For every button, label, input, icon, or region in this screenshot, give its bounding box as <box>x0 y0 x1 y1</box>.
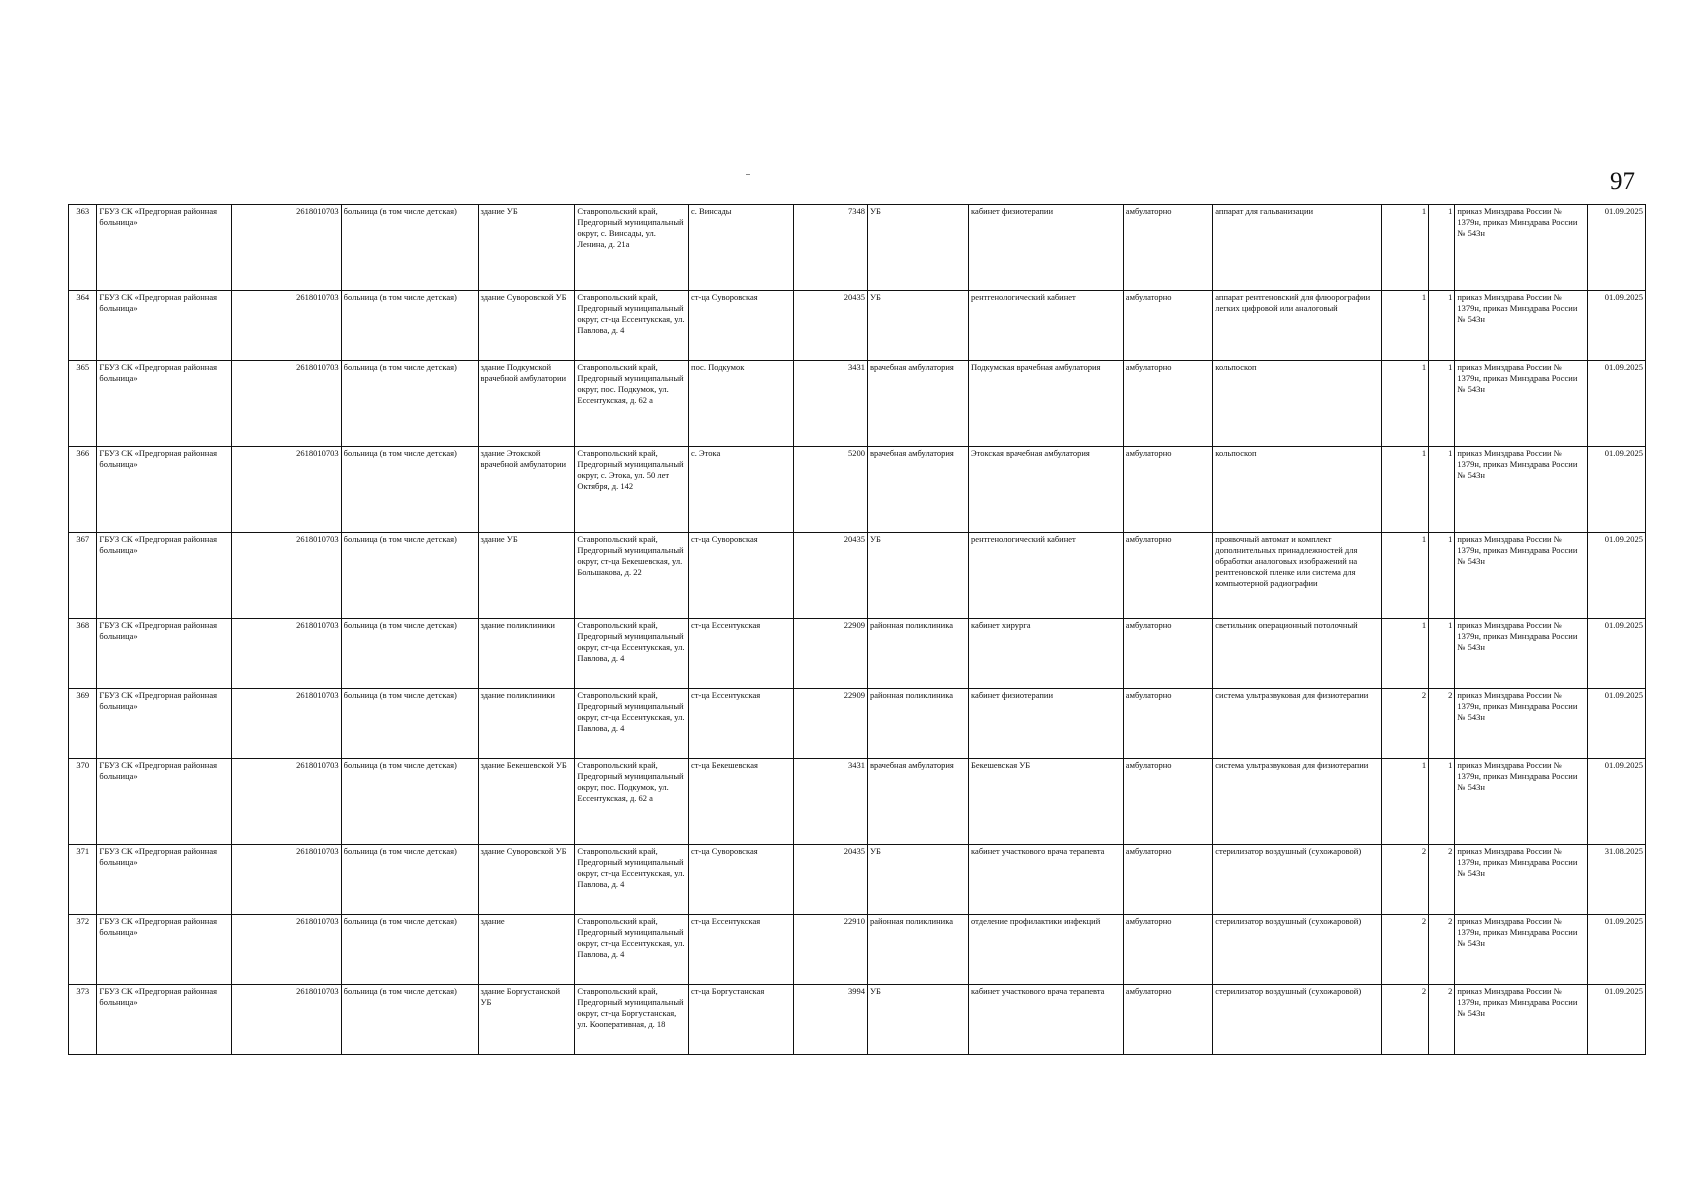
organization-inn: 2618010703 <box>232 689 341 759</box>
organization-inn: 2618010703 <box>232 619 341 689</box>
care-condition: амбулаторно <box>1123 915 1212 985</box>
department-name: Этокская врачебная амбулатория <box>969 447 1124 533</box>
unit-type: УБ <box>867 291 968 361</box>
organization-name: ГБУЗ СК «Предгорная районная больница» <box>97 689 232 759</box>
facility-address: Ставропольский край, Предгорный муниципальный округ, пос. Подкумок, ул. Ессентукская, д. 62 а <box>575 361 689 447</box>
table-row <box>69 619 1646 689</box>
building-name: здание поликлиники <box>478 689 575 759</box>
population-count: 3994 <box>794 985 868 1055</box>
required-quantity: 1 <box>1381 619 1428 689</box>
population-count: 22909 <box>794 689 868 759</box>
row-number: 367 <box>69 533 97 619</box>
population-count: 20435 <box>794 291 868 361</box>
unit-type: УБ <box>867 845 968 915</box>
care-condition: амбулаторно <box>1123 205 1212 291</box>
legal-basis: приказ Минздрава России № 1379н, приказ Минздрава России № 543н <box>1455 915 1588 985</box>
required-quantity: 1 <box>1381 291 1428 361</box>
required-quantity: 1 <box>1381 361 1428 447</box>
facility-type: больница (в том числе детская) <box>341 361 478 447</box>
population-count: 20435 <box>794 533 868 619</box>
building-name: здание УБ <box>478 205 575 291</box>
table-row <box>69 447 1646 533</box>
row-number: 363 <box>69 205 97 291</box>
legal-basis: приказ Минздрава России № 1379н, приказ Минздрава России № 543н <box>1455 291 1588 361</box>
table-row <box>69 361 1646 447</box>
settlement-name: ст-ца Суворовская <box>689 533 794 619</box>
scan-speck <box>746 174 750 175</box>
due-date: 01.09.2025 <box>1588 619 1646 689</box>
legal-basis: приказ Минздрава России № 1379н, приказ Минздрава России № 543н <box>1455 689 1588 759</box>
due-date: 01.09.2025 <box>1588 291 1646 361</box>
organization-inn: 2618010703 <box>232 985 341 1055</box>
settlement-name: ст-ца Бекешевская <box>689 759 794 845</box>
facility-type: больница (в том числе детская) <box>341 533 478 619</box>
department-name: рентгенологический кабинет <box>969 291 1124 361</box>
building-name: здание <box>478 915 575 985</box>
organization-name: ГБУЗ СК «Предгорная районная больница» <box>97 361 232 447</box>
department-name: кабинет физиотерапии <box>969 205 1124 291</box>
facility-type: больница (в том числе детская) <box>341 845 478 915</box>
population-count: 20435 <box>794 845 868 915</box>
required-quantity: 1 <box>1381 533 1428 619</box>
organization-inn: 2618010703 <box>232 533 341 619</box>
population-count: 7348 <box>794 205 868 291</box>
facility-address: Ставропольский край, Предгорный муниципальный округ, ст-ца Ессентукская, ул. Павлова, д. 4 <box>575 619 689 689</box>
planned-quantity: 1 <box>1429 447 1455 533</box>
facility-type: больница (в том числе детская) <box>341 205 478 291</box>
legal-basis: приказ Минздрава России № 1379н, приказ Минздрава России № 543н <box>1455 619 1588 689</box>
due-date: 01.09.2025 <box>1588 689 1646 759</box>
care-condition: амбулаторно <box>1123 533 1212 619</box>
facility-address: Ставропольский край, Предгорный муниципальный округ, пос. Подкумок, ул. Ессентукская, д. 62 а <box>575 759 689 845</box>
department-name: кабинет физиотерапии <box>969 689 1124 759</box>
planned-quantity: 2 <box>1429 689 1455 759</box>
organization-inn: 2618010703 <box>232 291 341 361</box>
due-date: 01.09.2025 <box>1588 533 1646 619</box>
due-date: 01.09.2025 <box>1588 915 1646 985</box>
required-quantity: 1 <box>1381 759 1428 845</box>
table-row <box>69 205 1646 291</box>
facility-type: больница (в том числе детская) <box>341 915 478 985</box>
legal-basis: приказ Минздрава России № 1379н, приказ Минздрава России № 543н <box>1455 447 1588 533</box>
care-condition: амбулаторно <box>1123 689 1212 759</box>
legal-basis: приказ Минздрава России № 1379н, приказ Минздрава России № 543н <box>1455 205 1588 291</box>
facility-type: больница (в том числе детская) <box>341 447 478 533</box>
row-number: 366 <box>69 447 97 533</box>
organization-name: ГБУЗ СК «Предгорная районная больница» <box>97 291 232 361</box>
required-quantity: 1 <box>1381 205 1428 291</box>
organization-inn: 2618010703 <box>232 915 341 985</box>
facility-address: Ставропольский край, Предгорный муниципальный округ, ст-ца Ессентукская, ул. Павлова, д. 4 <box>575 291 689 361</box>
equipment-name: кольпоскоп <box>1213 447 1381 533</box>
department-name: рентгенологический кабинет <box>969 533 1124 619</box>
organization-name: ГБУЗ СК «Предгорная районная больница» <box>97 447 232 533</box>
planned-quantity: 1 <box>1429 205 1455 291</box>
due-date: 01.09.2025 <box>1588 205 1646 291</box>
row-number: 373 <box>69 985 97 1055</box>
organization-name: ГБУЗ СК «Предгорная районная больница» <box>97 915 232 985</box>
planned-quantity: 1 <box>1429 533 1455 619</box>
population-count: 3431 <box>794 361 868 447</box>
unit-type: врачебная амбулатория <box>867 447 968 533</box>
equipment-name: система ультразвуковая для физиотерапии <box>1213 759 1381 845</box>
unit-type: УБ <box>867 205 968 291</box>
required-quantity: 2 <box>1381 915 1428 985</box>
row-number: 369 <box>69 689 97 759</box>
row-number: 365 <box>69 361 97 447</box>
organization-inn: 2618010703 <box>232 205 341 291</box>
unit-type: врачебная амбулатория <box>867 759 968 845</box>
building-name: здание Суворовской УБ <box>478 845 575 915</box>
settlement-name: пос. Подкумок <box>689 361 794 447</box>
facility-address: Ставропольский край, Предгорный муниципальный округ, ст-ца Бекешевская, ул. Большакова, д. 22 <box>575 533 689 619</box>
care-condition: амбулаторно <box>1123 985 1212 1055</box>
facility-type: больница (в том числе детская) <box>341 985 478 1055</box>
settlement-name: ст-ца Ессентукская <box>689 915 794 985</box>
planned-quantity: 2 <box>1429 915 1455 985</box>
facility-type: больница (в том числе детская) <box>341 291 478 361</box>
organization-inn: 2618010703 <box>232 447 341 533</box>
legal-basis: приказ Минздрава России № 1379н, приказ Минздрава России № 543н <box>1455 759 1588 845</box>
table-row <box>69 985 1646 1055</box>
equipment-name: светильник операционный потолочный <box>1213 619 1381 689</box>
equipment-name: аппарат рентгеновский для флюорографии легких цифровой или аналоговый <box>1213 291 1381 361</box>
care-condition: амбулаторно <box>1123 759 1212 845</box>
unit-type: районная поликлиника <box>867 689 968 759</box>
row-number: 370 <box>69 759 97 845</box>
building-name: здание УБ <box>478 533 575 619</box>
row-number: 368 <box>69 619 97 689</box>
care-condition: амбулаторно <box>1123 619 1212 689</box>
facility-address: Ставропольский край, Предгорный муниципальный округ, ст-ца Ессентукская, ул. Павлова, д. 4 <box>575 689 689 759</box>
population-count: 22909 <box>794 619 868 689</box>
due-date: 31.08.2025 <box>1588 845 1646 915</box>
building-name: здание Бекешевской УБ <box>478 759 575 845</box>
required-quantity: 2 <box>1381 845 1428 915</box>
table-row <box>69 291 1646 361</box>
organization-name: ГБУЗ СК «Предгорная районная больница» <box>97 619 232 689</box>
due-date: 01.09.2025 <box>1588 759 1646 845</box>
settlement-name: ст-ца Ессентукская <box>689 619 794 689</box>
row-number: 371 <box>69 845 97 915</box>
building-name: здание Суворовской УБ <box>478 291 575 361</box>
building-name: здание Этокской врачебной амбулатории <box>478 447 575 533</box>
building-name: здание Подкумской врачебной амбулатории <box>478 361 575 447</box>
building-name: здание поликлиники <box>478 619 575 689</box>
planned-quantity: 1 <box>1429 619 1455 689</box>
legal-basis: приказ Минздрава России № 1379н, приказ Минздрава России № 543н <box>1455 985 1588 1055</box>
organization-name: ГБУЗ СК «Предгорная районная больница» <box>97 759 232 845</box>
population-count: 5200 <box>794 447 868 533</box>
care-condition: амбулаторно <box>1123 845 1212 915</box>
settlement-name: ст-ца Суворовская <box>689 291 794 361</box>
planned-quantity: 1 <box>1429 759 1455 845</box>
row-number: 364 <box>69 291 97 361</box>
equipment-name: система ультразвуковая для физиотерапии <box>1213 689 1381 759</box>
equipment-name: стерилизатор воздушный (сухожаровой) <box>1213 845 1381 915</box>
due-date: 01.09.2025 <box>1588 361 1646 447</box>
table-row <box>69 915 1646 985</box>
organization-name: ГБУЗ СК «Предгорная районная больница» <box>97 205 232 291</box>
department-name: отделение профилактики инфекций <box>969 915 1124 985</box>
page-number: 97 <box>1610 168 1635 195</box>
facility-address: Ставропольский край, Предгорный муниципальный округ, ст-ца Ессентукская, ул. Павлова, д. 4 <box>575 915 689 985</box>
settlement-name: ст-ца Боргустанская <box>689 985 794 1055</box>
required-quantity: 1 <box>1381 447 1428 533</box>
facility-address: Ставропольский край, Предгорный муниципальный округ, ст-ца Боргустанская, ул. Кооперативная, д. 18 <box>575 985 689 1055</box>
planned-quantity: 1 <box>1429 291 1455 361</box>
table-row <box>69 689 1646 759</box>
settlement-name: с. Этока <box>689 447 794 533</box>
table-row <box>69 759 1646 845</box>
planned-quantity: 2 <box>1429 985 1455 1055</box>
care-condition: амбулаторно <box>1123 291 1212 361</box>
planned-quantity: 1 <box>1429 361 1455 447</box>
care-condition: амбулаторно <box>1123 447 1212 533</box>
organization-inn: 2618010703 <box>232 361 341 447</box>
legal-basis: приказ Минздрава России № 1379н, приказ Минздрава России № 543н <box>1455 361 1588 447</box>
department-name: кабинет хирурга <box>969 619 1124 689</box>
care-condition: амбулаторно <box>1123 361 1212 447</box>
legal-basis: приказ Минздрава России № 1379н, приказ Минздрава России № 543н <box>1455 533 1588 619</box>
population-count: 3431 <box>794 759 868 845</box>
unit-type: УБ <box>867 985 968 1055</box>
facility-type: больница (в том числе детская) <box>341 689 478 759</box>
equipment-registry-table <box>68 204 1646 1055</box>
settlement-name: ст-ца Суворовская <box>689 845 794 915</box>
organization-name: ГБУЗ СК «Предгорная районная больница» <box>97 845 232 915</box>
due-date: 01.09.2025 <box>1588 447 1646 533</box>
equipment-name: кольпоскоп <box>1213 361 1381 447</box>
facility-type: больница (в том числе детская) <box>341 619 478 689</box>
unit-type: УБ <box>867 533 968 619</box>
due-date: 01.09.2025 <box>1588 985 1646 1055</box>
planned-quantity: 2 <box>1429 845 1455 915</box>
settlement-name: ст-ца Ессентукская <box>689 689 794 759</box>
department-name: Подкумская врачебная амбулатория <box>969 361 1124 447</box>
row-number: 372 <box>69 915 97 985</box>
facility-address: Ставропольский край, Предгорный муниципальный округ, ст-ца Ессентукская, ул. Павлова, д. 4 <box>575 845 689 915</box>
department-name: Бекешевская УБ <box>969 759 1124 845</box>
equipment-name: аппарат для гальванизации <box>1213 205 1381 291</box>
required-quantity: 2 <box>1381 985 1428 1055</box>
organization-inn: 2618010703 <box>232 759 341 845</box>
table-row <box>69 845 1646 915</box>
settlement-name: с. Винсады <box>689 205 794 291</box>
organization-name: ГБУЗ СК «Предгорная районная больница» <box>97 985 232 1055</box>
unit-type: районная поликлиника <box>867 915 968 985</box>
facility-type: больница (в том числе детская) <box>341 759 478 845</box>
table-row <box>69 533 1646 619</box>
organization-inn: 2618010703 <box>232 845 341 915</box>
department-name: кабинет участкового врача терапевта <box>969 845 1124 915</box>
legal-basis: приказ Минздрава России № 1379н, приказ Минздрава России № 543н <box>1455 845 1588 915</box>
department-name: кабинет участкового врача терапевта <box>969 985 1124 1055</box>
facility-address: Ставропольский край, Предгорный муниципальный округ, с. Винсады, ул. Ленина, д. 21а <box>575 205 689 291</box>
organization-name: ГБУЗ СК «Предгорная районная больница» <box>97 533 232 619</box>
required-quantity: 2 <box>1381 689 1428 759</box>
building-name: здание Боргустанской УБ <box>478 985 575 1055</box>
equipment-name: стерилизатор воздушный (сухожаровой) <box>1213 915 1381 985</box>
equipment-name: стерилизатор воздушный (сухожаровой) <box>1213 985 1381 1055</box>
equipment-name: проявочный автомат и комплект дополнительных принадлежностей для обработки аналоговых изображений на рентгеновской пленке или система для компьютерной радиографии <box>1213 533 1381 619</box>
population-count: 22910 <box>794 915 868 985</box>
unit-type: районная поликлиника <box>867 619 968 689</box>
unit-type: врачебная амбулатория <box>867 361 968 447</box>
facility-address: Ставропольский край, Предгорный муниципальный округ, с. Этока, ул. 50 лет Октября, д. 142 <box>575 447 689 533</box>
